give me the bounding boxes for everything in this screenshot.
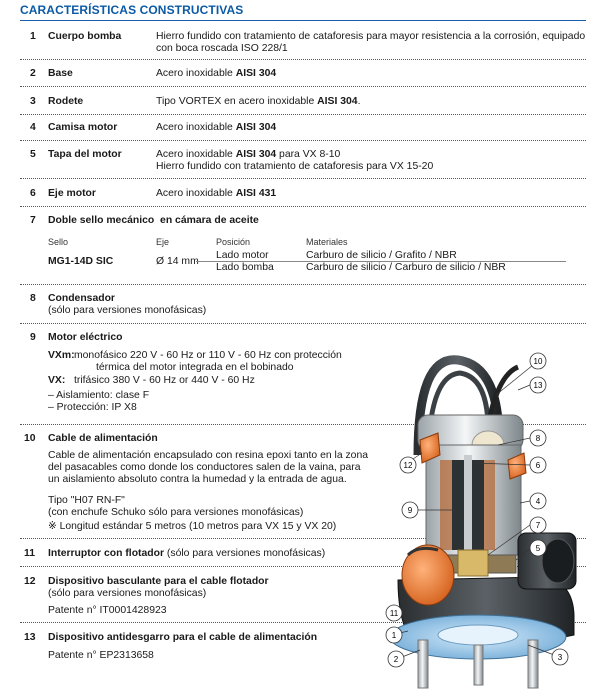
motor-vx-line: trifásico 380 V - 60 Hz or 440 V - 60 Hz <box>74 375 255 386</box>
svg-text:9: 9 <box>407 506 413 515</box>
seal-shaft: Ø 14 mm <box>156 256 199 267</box>
svg-text:12: 12 <box>403 461 413 470</box>
item-label: Doble sello mecánico en cámara de aceite <box>48 215 259 226</box>
divider <box>20 114 586 115</box>
callout-11 <box>386 605 402 621</box>
seal-pos-motor: Lado motor <box>216 250 269 261</box>
seal-table-rule <box>196 261 566 262</box>
item-label: Dispositivo basculante para el cable flotador <box>48 576 269 587</box>
item-number: 9 <box>30 332 36 343</box>
divider <box>20 206 586 207</box>
item-number: 3 <box>30 96 36 107</box>
item-label: Cable de alimentación <box>48 433 158 444</box>
divider <box>20 86 586 87</box>
seal-mat-motor: Carburo de silicio / Grafito / NBR <box>306 250 457 261</box>
cable-line1: Cable de alimentación encapsulado con resina epoxi tanto en la zona <box>48 450 369 461</box>
item-value: (sólo para versiones monofásicas) <box>48 305 207 316</box>
cable-type: Tipo "H07 RN-F" <box>48 495 125 506</box>
item-value: Acero inoxidable AISI 304 para VX 8-10 <box>156 149 341 160</box>
item-label: Tapa del motor <box>48 149 122 160</box>
divider <box>20 284 586 285</box>
callout-12 <box>400 453 422 473</box>
item-label: Interruptor con flotador (sólo para versiones monofásicas) <box>48 548 326 559</box>
item-number: 12 <box>24 576 36 587</box>
cable-schuko: (con enchufe Schuko sólo para versiones monofásicas) <box>48 507 304 518</box>
seal-header-sello: Sello <box>48 237 69 247</box>
pump-illustration <box>378 345 596 695</box>
item-value: Tipo VORTEX en acero inoxidable AISI 304. <box>156 96 361 107</box>
item-number: 1 <box>30 31 36 42</box>
item-number: 7 <box>30 215 36 226</box>
item-value: Acero inoxidable AISI 431 <box>156 188 277 199</box>
item-patent: Patente n° EP2313658 <box>48 650 154 661</box>
motor-vxm-line2: térmica del motor integrada en el bobinado <box>96 362 294 373</box>
divider <box>20 323 586 324</box>
motor-vx-label: VX: <box>48 375 66 386</box>
item-label: Dispositivo antidesgarro para el cable de alimentación <box>48 632 318 643</box>
item-value: (sólo para versiones monofásicas) <box>48 588 207 599</box>
motor-vxm-line1: monofásico 220 V - 60 Hz or 110 V - 60 Hz con protección <box>74 350 342 361</box>
item-label: Condensador <box>48 293 115 304</box>
motor-protection: – Protección: IP X8 <box>48 402 137 413</box>
item-label: Cuerpo bomba <box>48 31 122 42</box>
item-number: 4 <box>30 122 36 133</box>
seal-header-materiales: Materiales <box>306 237 348 247</box>
svg-text:1: 1 <box>391 631 397 640</box>
item-label: Rodete <box>48 96 84 107</box>
motor-insulation: – Aislamiento: clase F <box>48 390 150 401</box>
item-label: Camisa motor <box>48 122 118 133</box>
divider <box>20 178 586 179</box>
cable-line2: del pasacables como donde los conductores salen de la vaina, para <box>48 462 361 473</box>
svg-text:4: 4 <box>535 497 541 506</box>
motor-vxm-label: VXm: <box>48 350 75 361</box>
item-value: Acero inoxidable AISI 304 <box>156 122 277 133</box>
item-label: Motor eléctrico <box>48 332 123 343</box>
svg-text:6: 6 <box>535 461 541 470</box>
seal-header-eje: Eje <box>156 237 170 247</box>
svg-text:5: 5 <box>535 544 541 553</box>
seal-model: MG1-14D SIC <box>48 256 114 267</box>
item-patent: Patente n° IT0001428923 <box>48 605 167 616</box>
item-value: Hierro fundido con tratamiento de cataforesis para mayor resistencia a la corrosión, equipado <box>156 31 586 42</box>
item-value-line2: con boca roscada ISO 228/1 <box>156 43 288 54</box>
cable-length: ※ Longitud estándar 5 metros (10 metros para VX 15 y VX 20) <box>48 521 337 532</box>
item-label: Eje motor <box>48 188 96 199</box>
callout-13 <box>518 377 546 393</box>
item-number: 10 <box>24 433 36 444</box>
svg-text:7: 7 <box>535 521 541 530</box>
item-label: Base <box>48 68 73 79</box>
item-number: 13 <box>24 632 36 643</box>
seal-header-posicion: Posición <box>216 237 251 247</box>
svg-text:11: 11 <box>389 609 399 618</box>
svg-text:8: 8 <box>535 434 541 443</box>
divider <box>20 140 586 141</box>
page-title: CARACTERÍSTICAS CONSTRUCTIVAS <box>20 3 244 17</box>
divider <box>20 59 586 60</box>
item-number: 6 <box>30 188 36 199</box>
seal-mat-pump: Carburo de silicio / Carburo de silicio / NBR <box>306 262 506 273</box>
cable-line3: un aislamiento absoluto contra la humedad y la entrada de agua. <box>48 474 347 485</box>
seal-pos-pump: Lado bomba <box>216 262 274 273</box>
item-number: 8 <box>30 293 36 304</box>
title-rule <box>20 20 586 21</box>
svg-text:2: 2 <box>393 655 399 664</box>
item-value: Acero inoxidable AISI 304 <box>156 68 277 79</box>
callout-4 <box>520 493 546 509</box>
item-number: 5 <box>30 149 36 160</box>
item-value-line2: Hierro fundido con tratamiento de cataforesis para VX 15-20 <box>156 161 434 172</box>
item-number: 11 <box>24 548 35 559</box>
item-number: 2 <box>30 68 36 79</box>
svg-text:3: 3 <box>557 653 563 662</box>
svg-text:10: 10 <box>533 357 543 366</box>
svg-text:13: 13 <box>533 381 543 390</box>
